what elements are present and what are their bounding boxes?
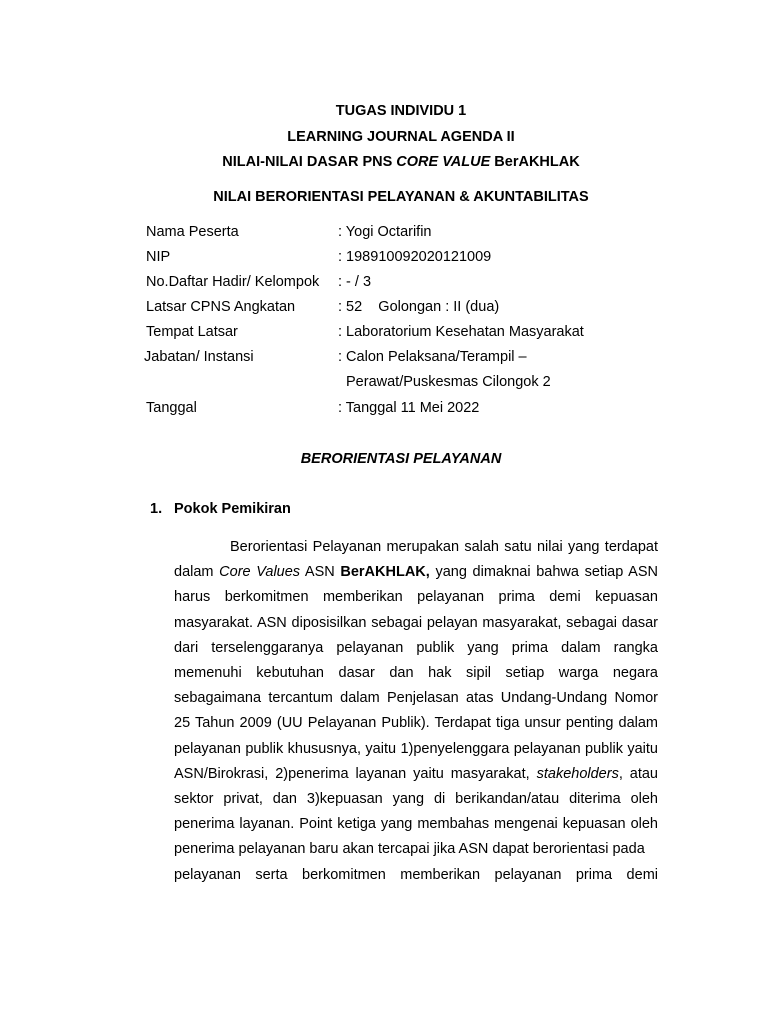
info-label: Jabatan/ Instansi — [144, 349, 254, 365]
core-value-italic: CORE VALUE — [396, 154, 491, 170]
document-subtitle: LEARNING JOURNAL AGENDA II — [287, 129, 515, 145]
paragraph-italic-core-values: Core Values — [219, 564, 301, 581]
info-value: Perawat/Puskesmas Cilongok 2 — [346, 374, 551, 390]
paragraph-last-line: pelayanan serta berkomitmen memberikan pelayanan prima demi — [174, 866, 658, 883]
info-value: : Laboratorium Kesehatan Masyarakat — [338, 324, 584, 340]
document-topic: NILAI BERORIENTASI PELAYANAN & AKUNTABILITAS — [213, 189, 589, 205]
info-value: : 198910092020121009 — [338, 249, 492, 265]
paragraph-text — [174, 535, 658, 863]
info-row-date — [0, 398, 768, 418]
info-row-nip — [0, 247, 768, 267]
info-label: Nama Peserta — [146, 224, 239, 240]
info-label: NIP — [146, 249, 171, 265]
subsection-heading — [150, 500, 291, 518]
paragraph-part: Berorientasi Pelayanan merupakan salah satu nilai yang terdapat dalam — [174, 539, 658, 581]
info-label: Tempat Latsar — [146, 324, 238, 340]
info-row-position-continued — [0, 372, 768, 392]
core-value-suffix: BerAKHLAK — [490, 154, 580, 170]
paragraph-part: , atau sektor privat, dan 3)kepuasan yang di berikandan/atau diterima oleh penerima layanan. Point ketiga yang membahas mengenai kepuasan oleh penerima pelayanan baru akan tercapai jika ASN dapat berorientasi pada — [174, 765, 658, 858]
paragraph-bold-berakhlak: BerAKHLAK, — [340, 564, 430, 581]
paragraph-part: ASN — [300, 564, 341, 581]
subsection-title: Pokok Pemikiran — [174, 501, 291, 517]
core-value-prefix: NILAI-NILAI DASAR PNS — [222, 154, 397, 170]
info-value: : Tanggal 11 Mei 2022 — [338, 400, 480, 416]
info-value: : Calon Pelaksana/Terampil – — [338, 349, 527, 365]
info-row-location — [0, 322, 768, 342]
paragraph-italic-stakeholders: stakeholders — [536, 765, 619, 782]
info-row-name — [0, 222, 768, 242]
info-label: Tanggal — [146, 400, 197, 416]
paragraph-part: yang dimaknai bahwa setiap ASN harus berkomitmen memberikan pelayanan prima demi kepuasan masyarakat. ASN diposisilkan sebagai pelayan masyarakat, sebagai dasar dari terselenggaranya pelayanan publik yang prima dalam rangka memenuhi kebutuhan dasar dan hak sipil setiap warga negara sebagaimana tercantum dalam Penjelasan atas Undang-Undang Nomor 25 Tahun 2009 (UU Pelayanan Publik). Terdapat tiga unsur penting dalam pelayanan publik khususnya, yaitu 1)penyelenggara pelayanan publik yaitu ASN/Birokrasi, 2)penerima layanan yaitu masyarakat, — [174, 564, 658, 782]
info-row-attendance-group — [0, 272, 768, 292]
info-value: : 52 Golongan : II (dua) — [338, 299, 500, 315]
info-value: : - / 3 — [338, 274, 372, 290]
document-subtitle-core-value — [0, 153, 768, 171]
info-value: : Yogi Octarifin — [338, 224, 432, 240]
info-row-position — [0, 347, 768, 367]
info-label: No.Daftar Hadir/ Kelompok — [146, 274, 320, 290]
body-paragraph — [174, 535, 658, 888]
info-row-batch — [0, 297, 768, 317]
subsection-number: 1. — [150, 501, 163, 517]
info-label: Latsar CPNS Angkatan — [146, 299, 296, 315]
section-title: BERORIENTASI PELAYANAN — [300, 451, 502, 467]
document-title: TUGAS INDIVIDU 1 — [335, 103, 467, 119]
